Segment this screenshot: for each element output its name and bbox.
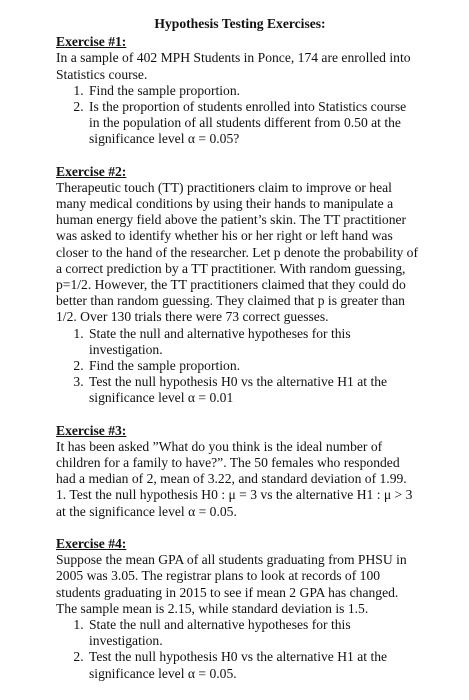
question-list <box>56 326 418 407</box>
exercise-heading: Exercise #4: <box>56 535 127 551</box>
exercise-text: In a sample of 402 MPH Students in Ponce, 174 are enrolled into Statistics course. <box>56 50 411 82</box>
exercise-text: It has been asked ”What do you think is the ideal number of children for a family to have?”. The 50 females who responded had a median of 2, mean of 3.22, and standard deviation of 1.99. <box>56 438 407 487</box>
exercise-text: Suppose the mean GPA of all students graduating from PHSU in 2005 was 3.05. The registrar plans to look at records of 100 students graduating in 2015 to see if mean 2 GPA has changed. The sample mean is 2.15, while standard deviation is 1.5. <box>56 552 407 616</box>
question-list <box>56 83 418 148</box>
exercise-3 <box>56 423 418 520</box>
exercise-heading: Exercise #3: <box>56 422 127 438</box>
question-item: 1. State the null and alternative hypotheses for this investigation. <box>87 326 418 358</box>
question-item: 1. Find the sample proportion. <box>87 83 418 99</box>
question-item: 2. Test the null hypothesis H0 vs the alternative H1 at the significance level α = 0.05. <box>87 649 418 681</box>
question-item: 2. Find the sample proportion. <box>87 358 418 374</box>
question-item: 1. Test the null hypothesis H0 : μ = 3 vs the alternative H1 : μ > 3 at the significance level α = 0.05. <box>56 487 413 519</box>
exercise-2 <box>56 164 418 407</box>
exercise-heading: Exercise #2: <box>56 163 127 179</box>
exercise-text: Therapeutic touch (TT) practitioners claim to improve or heal many medical conditions by using their hands to manipulate a human energy field above the patient’s skin. The TT practitioner was asked to identify whether his or her right or left hand was closer to the hand of the researcher. Let p denote the probability of a correct prediction by a TT practitioner. With random guessing, p=1/2. However, the TT practitioners claimed that they could do better than random guessing. They claimed that p is greater than 1/2. Over 130 trials there were 73 correct guesses. <box>56 179 418 325</box>
exercise-1 <box>56 34 418 147</box>
document-title: Hypothesis Testing Exercises: <box>154 16 326 31</box>
question-list <box>56 617 418 682</box>
exercise-heading: Exercise #1: <box>56 34 127 50</box>
question-item: 1. State the null and alternative hypotheses for this investigation. <box>87 617 418 649</box>
exercise-4 <box>56 536 418 682</box>
question-item: 2. Is the proportion of students enrolled into Statistics course in the population of all students different from 0.50 at the significance level α = 0.05? <box>87 99 418 148</box>
question-item: 3. Test the null hypothesis H0 vs the alternative H1 at the significance level α = 0.01 <box>87 374 418 406</box>
document-page <box>56 16 418 698</box>
